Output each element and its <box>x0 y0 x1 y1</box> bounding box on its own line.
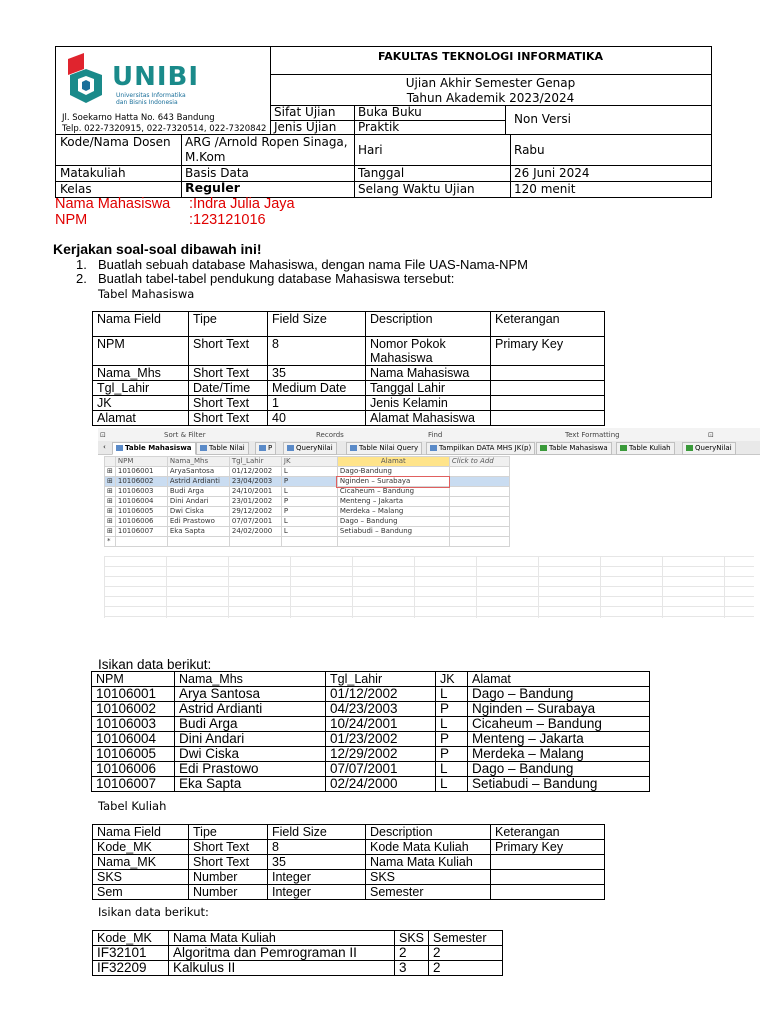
table-header-row <box>93 312 605 337</box>
table-cell: 8 <box>268 840 366 855</box>
table-header-row <box>92 672 650 687</box>
table-cell: NPM <box>93 337 189 366</box>
cell[interactable]: Merdeka – Malang <box>337 507 449 517</box>
cell[interactable]: 10106005 <box>115 507 167 517</box>
empty-grid-area <box>104 556 754 618</box>
table-cell: Edi Prastowo <box>175 762 326 777</box>
column-header-jk[interactable]: JK <box>281 457 337 467</box>
header-cell: JK <box>436 672 468 687</box>
address: Jl. Soekarno Hatta No. 643 Bandung <box>62 113 215 123</box>
cell[interactable]: 10106007 <box>115 527 167 537</box>
table-row <box>93 870 605 885</box>
table-cell: Budi Arga <box>175 717 326 732</box>
object-tabs <box>98 441 760 455</box>
sifat-label: Sifat Ujian <box>274 105 336 119</box>
cell[interactable]: L <box>281 517 337 527</box>
query-icon <box>430 445 437 451</box>
jenis-label: Jenis Ujian <box>274 120 337 134</box>
instructions-heading: Kerjakan soal-soal dibawah ini! <box>53 241 262 257</box>
ribbon-group-label: Find <box>428 431 443 439</box>
table-cell: 10106005 <box>92 747 175 762</box>
expand-icon[interactable]: ⊞ <box>105 467 116 477</box>
table-cell: 07/07/2001 <box>326 762 436 777</box>
cell[interactable] <box>449 527 509 537</box>
cell[interactable] <box>449 507 509 517</box>
datasheet-row[interactable] <box>105 527 510 537</box>
cell[interactable]: 10106002 <box>115 477 167 487</box>
waktu-label: Selang Waktu Ujian <box>358 182 475 196</box>
table-cell: Eka Sapta <box>175 777 326 792</box>
tanggal-value: 26 Juni 2024 <box>514 166 590 180</box>
table-cell <box>491 855 605 870</box>
exam-title: Ujian Akhir Semester Genap <box>405 76 576 90</box>
table-cell: Dago – Bandung <box>468 687 650 702</box>
table-cell: P <box>436 747 468 762</box>
table-cell: SKS <box>93 870 189 885</box>
cell[interactable]: Setiabudi – Bandung <box>337 527 449 537</box>
table-cell: Dago – Bandung <box>468 762 650 777</box>
cell[interactable]: L <box>281 527 337 537</box>
table-cell: 8 <box>268 337 366 366</box>
query-icon <box>350 445 357 451</box>
new-record-icon[interactable]: * <box>105 537 116 547</box>
table-cell: L <box>436 687 468 702</box>
tabel-mahasiswa-title: Tabel Mahasiswa <box>98 287 195 301</box>
header-cell: Keterangan <box>491 825 605 840</box>
isian-kuliah-title: Isikan data berikut: <box>98 905 209 919</box>
logo-sub-2: dan Bisnis Indonesia <box>116 99 178 106</box>
cell[interactable]: L <box>281 467 337 477</box>
table-cell: 40 <box>268 411 366 426</box>
ribbon-launcher-icon: ⊡ <box>708 431 714 439</box>
datasheet-row[interactable] <box>105 507 510 517</box>
table-cell: 01/23/2002 <box>326 732 436 747</box>
cell[interactable]: Astrid Ardianti <box>167 477 229 487</box>
header-cell: Nama_Mhs <box>175 672 326 687</box>
table-row <box>92 702 650 717</box>
hari-value: Rabu <box>514 143 545 157</box>
table-row <box>92 762 650 777</box>
header-cell: Kode_MK <box>93 931 169 946</box>
table-header-row <box>93 825 605 840</box>
table-cell: L <box>436 762 468 777</box>
ribbon-group-label: Text Formatting <box>565 431 620 439</box>
table-icon <box>116 445 123 451</box>
expand-icon[interactable]: ⊞ <box>105 507 116 517</box>
item-number-2: 2. <box>76 271 87 286</box>
table-cell: Kode_MK <box>93 840 189 855</box>
table-cell: Number <box>189 870 268 885</box>
cell[interactable]: 10106006 <box>115 517 167 527</box>
cell[interactable]: 23/04/2003 <box>229 477 281 487</box>
expand-icon[interactable]: ⊞ <box>105 497 116 507</box>
tab-table-mahasiswa[interactable]: Table Mahasiswa <box>112 442 196 455</box>
column-header-nama[interactable]: Nama_Mhs <box>167 457 229 467</box>
table-cell: Alamat Mahasiswa <box>366 411 491 426</box>
table-cell: IF32209 <box>93 961 169 976</box>
tab-scroll-left-icon[interactable]: ‹ <box>103 443 106 451</box>
tab-querynilai[interactable]: QueryNilai <box>283 442 337 455</box>
cell[interactable]: Dini Andari <box>167 497 229 507</box>
table-cell: Kalkulus II <box>169 961 395 976</box>
table-icon <box>200 445 207 451</box>
header-cell: Tgl_Lahir <box>326 672 436 687</box>
table-cell: Jenis Kelamin <box>366 396 491 411</box>
query-icon <box>686 445 693 451</box>
cell[interactable]: Dago-Bandung <box>337 467 449 477</box>
tab-table-nilai-query[interactable]: Table Nilai Query <box>346 442 422 455</box>
phone: Telp. 022-7320915, 022-7320514, 022-7320842 <box>62 124 267 134</box>
header-cell: Field Size <box>268 312 366 337</box>
cell[interactable]: Budi Arga <box>167 487 229 497</box>
faculty-title: FAKULTAS TEKNOLOGI INFORMATIKA <box>377 50 604 63</box>
table-cell: Integer <box>268 885 366 900</box>
datasheet-row[interactable] <box>105 487 510 497</box>
cell[interactable]: Dago – Bandung <box>337 517 449 527</box>
table-cell: Setiabudi – Bandung <box>468 777 650 792</box>
dosen-value-1: ARG /Arnold Ropen Sinaga, <box>185 135 348 149</box>
table-cell: P <box>436 702 468 717</box>
table-cell: IF32101 <box>93 946 169 961</box>
student-npm-value: :123121016 <box>189 212 266 228</box>
cell[interactable]: 01/12/2002 <box>229 467 281 477</box>
datasheet-row-selected[interactable] <box>105 477 510 487</box>
cell[interactable]: Dwi Ciska <box>167 507 229 517</box>
table-cell <box>491 870 605 885</box>
table-row <box>93 946 503 961</box>
table-cell: Primary Key <box>491 840 605 855</box>
ribbon-groups <box>98 428 760 442</box>
expand-icon[interactable]: ⊞ <box>105 517 116 527</box>
table-cell: Medium Date <box>268 381 366 396</box>
table-cell: Nama Mata Kuliah <box>366 855 491 870</box>
table-cell: 2 <box>429 961 503 976</box>
header-cell: Tipe <box>189 825 268 840</box>
cell[interactable]: 10106004 <box>115 497 167 507</box>
table-row <box>92 717 650 732</box>
table-cell: 12/29/2002 <box>326 747 436 762</box>
table-cell: SKS <box>366 870 491 885</box>
header-cell: Nama Mata Kuliah <box>169 931 395 946</box>
cell[interactable]: 24/02/2000 <box>229 527 281 537</box>
table-cell: Cicaheum – Bandung <box>468 717 650 732</box>
cell[interactable]: 29/12/2002 <box>229 507 281 517</box>
isian-mahasiswa-table <box>91 671 650 792</box>
table-cell: Short Text <box>189 840 268 855</box>
kelas-value: Reguler <box>185 180 240 195</box>
table-cell: JK <box>93 396 189 411</box>
table-cell: Integer <box>268 870 366 885</box>
table-cell: Arya Santosa <box>175 687 326 702</box>
tanggal-label: Tanggal <box>358 166 405 180</box>
table-cell: Nomor Pokok Mahasiswa <box>366 337 491 366</box>
logo-sub-1: Universitas Informatika <box>116 92 186 99</box>
cell[interactable] <box>115 537 167 547</box>
cell[interactable]: P <box>281 477 337 487</box>
column-header-tgl[interactable]: Tgl_Lahir <box>229 457 281 467</box>
column-header-click-to-add[interactable]: Click to Add <box>449 457 509 467</box>
table-header-row <box>93 931 503 946</box>
table-cell: 3 <box>395 961 429 976</box>
cell[interactable] <box>449 487 509 497</box>
hari-label: Hari <box>358 143 383 157</box>
cell[interactable]: Cicaheum – Bandung <box>337 487 449 497</box>
table-cell: 10106007 <box>92 777 175 792</box>
row-selector-header[interactable] <box>105 457 116 467</box>
table-row <box>93 396 605 411</box>
cell[interactable]: P <box>281 497 337 507</box>
sifat-value: Buka Buku <box>358 105 422 119</box>
mk-value: Basis Data <box>185 166 249 180</box>
header-cell: Alamat <box>468 672 650 687</box>
table-cell: P <box>436 732 468 747</box>
table-cell: 02/24/2000 <box>326 777 436 792</box>
table-cell: Nginden – Surabaya <box>468 702 650 717</box>
table-cell: 35 <box>268 855 366 870</box>
table-cell: Short Text <box>189 411 268 426</box>
table-cell: Nama_Mhs <box>93 366 189 381</box>
dosen-value-2: M.Kom <box>185 150 226 164</box>
tab-table-mahasiswa-2[interactable]: Table Mahasiswa <box>536 442 612 455</box>
cell[interactable] <box>449 537 509 547</box>
cell[interactable] <box>449 477 509 487</box>
header-cell: Semester <box>429 931 503 946</box>
table-cell: Alamat <box>93 411 189 426</box>
datasheet-row[interactable] <box>105 517 510 527</box>
table-row <box>93 337 605 366</box>
table-cell: Short Text <box>189 396 268 411</box>
table-cell: Nama Mahasiswa <box>366 366 491 381</box>
cell[interactable] <box>167 537 229 547</box>
table-cell: 35 <box>268 366 366 381</box>
academic-year: Tahun Akademik 2023/2024 <box>406 91 575 105</box>
cell[interactable] <box>229 537 281 547</box>
table-icon <box>540 445 547 451</box>
table-cell: 10106003 <box>92 717 175 732</box>
table-cell <box>491 411 605 426</box>
instruction-2: Buatlah tabel-tabel pendukung database Mahasiswa tersebut: <box>98 271 455 286</box>
tab-p[interactable]: P <box>255 442 276 455</box>
table-row <box>92 777 650 792</box>
query-icon <box>259 445 266 451</box>
tab-table-nilai[interactable]: Table Nilai <box>196 442 249 455</box>
expand-icon[interactable]: ⊞ <box>105 487 116 497</box>
datasheet-grid <box>104 456 510 547</box>
table-cell: Short Text <box>189 366 268 381</box>
table-cell: Astrid Ardianti <box>175 702 326 717</box>
cell-focused[interactable]: Nginden – Surabaya <box>337 477 449 487</box>
logo-text: UNIBI <box>112 62 200 92</box>
table-row <box>92 747 650 762</box>
datasheet-row[interactable] <box>105 497 510 507</box>
table-cell: Short Text <box>189 337 268 366</box>
table-cell: Algoritma dan Pemrograman II <box>169 946 395 961</box>
dosen-label: Kode/Nama Dosen <box>60 135 171 149</box>
waktu-value: 120 menit <box>514 182 576 196</box>
ribbon-group-label: Records <box>316 431 344 439</box>
ribbon-group-label: Sort & Filter <box>164 431 206 439</box>
table-cell: Semester <box>366 885 491 900</box>
table-row <box>92 687 650 702</box>
cell[interactable]: L <box>281 487 337 497</box>
header-cell: SKS <box>395 931 429 946</box>
datasheet-row[interactable] <box>105 467 510 477</box>
datasheet-new-row[interactable] <box>105 537 510 547</box>
access-datasheet-screenshot <box>98 428 760 620</box>
tabel-kuliah <box>92 824 605 900</box>
cell[interactable]: Edi Prastowo <box>167 517 229 527</box>
mk-label: Matakuliah <box>60 166 126 180</box>
cell[interactable]: Menteng – Jakarta <box>337 497 449 507</box>
cell[interactable] <box>449 517 509 527</box>
table-cell: L <box>436 777 468 792</box>
table-row <box>93 885 605 900</box>
table-cell: 10106004 <box>92 732 175 747</box>
tabel-kuliah-title: Tabel Kuliah <box>98 799 167 813</box>
datasheet-header-row <box>105 457 510 467</box>
table-cell: Dini Andari <box>175 732 326 747</box>
table-row <box>93 961 503 976</box>
table-cell: 2 <box>395 946 429 961</box>
table-row <box>92 732 650 747</box>
item-number-1: 1. <box>76 257 87 272</box>
table-cell: Tanggal Lahir <box>366 381 491 396</box>
cell[interactable]: 10106003 <box>115 487 167 497</box>
tab-table-kuliah[interactable]: Table Kuliah <box>616 442 675 455</box>
table-cell: 10106006 <box>92 762 175 777</box>
table-cell <box>491 885 605 900</box>
tab-tampilkan-data[interactable]: Tampilkan DATA MHS JK(p) <box>426 442 535 455</box>
column-header-npm[interactable]: NPM <box>115 457 167 467</box>
instruction-1: Buatlah sebuah database Mahasiswa, dengan nama File UAS-Nama-NPM <box>98 257 528 272</box>
table-cell: 04/23/2003 <box>326 702 436 717</box>
header-cell: Description <box>366 825 491 840</box>
table-cell: Primary Key <box>491 337 605 366</box>
table-cell <box>491 381 605 396</box>
table-cell <box>491 366 605 381</box>
table-cell: 1 <box>268 396 366 411</box>
header-cell: Keterangan <box>491 312 605 337</box>
cell[interactable]: 24/10/2001 <box>229 487 281 497</box>
table-cell: Nama_MK <box>93 855 189 870</box>
cell[interactable] <box>449 467 509 477</box>
student-name-label: Nama Mahasiswa <box>55 196 171 212</box>
cell[interactable] <box>281 537 337 547</box>
header-cell: Field Size <box>268 825 366 840</box>
cell[interactable]: Eka Sapta <box>167 527 229 537</box>
table-cell: Dwi Ciska <box>175 747 326 762</box>
table-row <box>93 381 605 396</box>
cell[interactable] <box>337 537 449 547</box>
expand-icon[interactable]: ⊞ <box>105 527 116 537</box>
table-cell: 01/12/2002 <box>326 687 436 702</box>
table-icon <box>620 445 627 451</box>
table-cell: L <box>436 717 468 732</box>
versi: Non Versi <box>514 112 571 126</box>
table-cell <box>491 396 605 411</box>
table-cell: Short Text <box>189 855 268 870</box>
table-row <box>93 855 605 870</box>
table-cell: Kode Mata Kuliah <box>366 840 491 855</box>
ribbon-launcher-icon: ⊡ <box>100 431 106 439</box>
cell[interactable]: AryaSantosa <box>167 467 229 477</box>
header-cell: NPM <box>92 672 175 687</box>
table-cell: Number <box>189 885 268 900</box>
table-cell: 10106002 <box>92 702 175 717</box>
cell[interactable] <box>449 497 509 507</box>
cell[interactable]: 10106001 <box>115 467 167 477</box>
cell[interactable]: 07/07/2001 <box>229 517 281 527</box>
table-row <box>93 366 605 381</box>
query-icon <box>287 445 294 451</box>
tabel-mahasiswa <box>92 311 605 426</box>
table-cell: Date/Time <box>189 381 268 396</box>
kelas-label: Kelas <box>60 182 92 196</box>
jenis-value: Praktik <box>358 120 400 134</box>
cell[interactable]: 23/01/2002 <box>229 497 281 507</box>
header-cell: Nama Field <box>93 825 189 840</box>
expand-icon[interactable]: ⊞ <box>105 477 116 487</box>
isian-kuliah-table <box>92 930 503 976</box>
table-cell: Tgl_Lahir <box>93 381 189 396</box>
table-row <box>93 411 605 426</box>
isian-mahasiswa-title: Isikan data berikut: <box>98 657 212 672</box>
header-cell: Nama Field <box>93 312 189 337</box>
student-name-value: :Indra Julia Jaya <box>189 196 295 212</box>
tab-querynilai-2[interactable]: QueryNilai <box>682 442 736 455</box>
table-cell: Sem <box>93 885 189 900</box>
student-npm-label: NPM <box>55 212 88 228</box>
table-cell: 10106001 <box>92 687 175 702</box>
exam-header <box>55 46 712 198</box>
header-cell: Tipe <box>189 312 268 337</box>
table-cell: Menteng – Jakarta <box>468 732 650 747</box>
header-cell: Description <box>366 312 491 337</box>
table-cell: 2 <box>429 946 503 961</box>
cell[interactable]: P <box>281 507 337 517</box>
unibi-logo-icon <box>66 53 106 105</box>
table-cell: 10/24/2001 <box>326 717 436 732</box>
column-header-alamat[interactable]: Alamat <box>337 457 449 467</box>
table-row <box>93 840 605 855</box>
table-cell: Merdeka – Malang <box>468 747 650 762</box>
